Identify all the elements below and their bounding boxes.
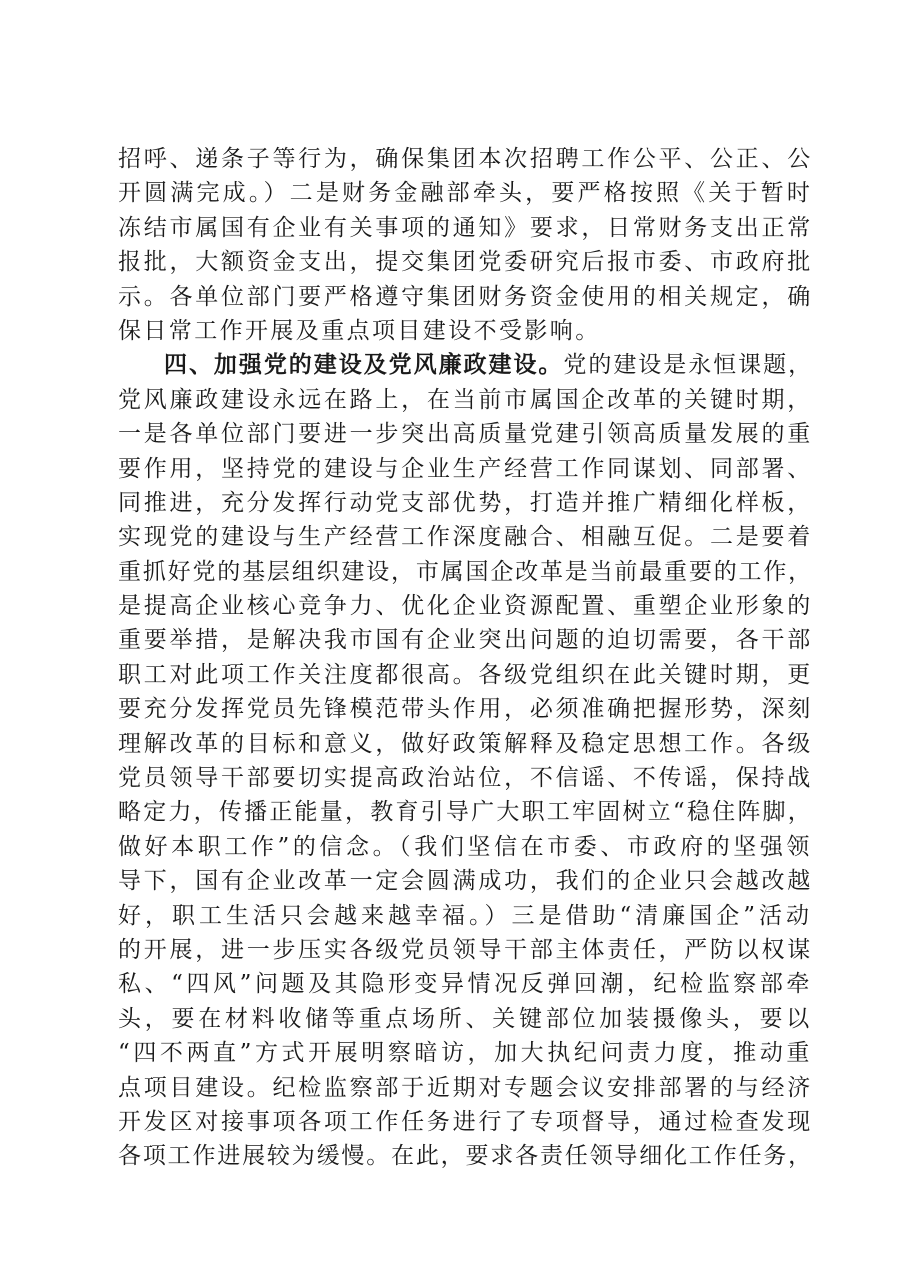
text-line: 党风廉政建设永远在路上，在当前市属国企改革的关键时期， [118,386,814,413]
text-line: 重要举措，是解决我市国有企业突出问题的迫切需要，各干部 [118,627,814,654]
text-line: 报批，大额资金支出，提交集团党委研究后报市委、市政府批 [118,249,814,276]
text-line: 做好本职工作”的信念。（我们坚信在市委、市政府的坚强领 [118,833,813,860]
text-line: 导下，国有企业改革一定会圆满成功，我们的企业只会越改越 [118,868,814,895]
text-line: 示。各单位部门要严格遵守集团财务资金使用的相关规定，确 [118,283,814,310]
text-line: 要作用，坚持党的建设与企业生产经营工作同谋划、同部署、 [118,455,814,482]
text-line: 开圆满完成。）二是财务金融部牵头，要严格按照《关于暂时 [118,180,814,207]
text-line: 的开展，进一步压实各级党员领导干部主体责任，严防以权谋 [118,936,814,963]
text-line: 好，职工生活只会越来越幸福。）三是借助“清廉国企”活动 [118,902,813,929]
text-line: “四不两直”方式开展明察暗访，加大执纪问责力度，推动重 [118,1040,813,1067]
text-line: 开发区对接事项各项工作任务进行了专项督导，通过检查发现 [118,1108,814,1135]
text-line: 各项工作进展较为缓慢。在此，要求各责任领导细化工作任务， [118,1143,813,1170]
text-line: 冻结市属国有企业有关事项的通知》要求，日常财务支出正常 [118,214,814,241]
text-line: 理解改革的目标和意义，做好政策解释及稳定思想工作。各级 [118,730,814,757]
paragraph-heading-line [118,348,813,382]
text-line: 私、“四风”问题及其隐形变异情况反弹回潮，纪检监察部牵 [118,971,813,998]
text-line: 保日常工作开展及重点项目建设不受影响。 [118,317,601,344]
text-line: 要充分发挥党员先锋模范带头作用，必须准确把握形势，深刻 [118,696,814,723]
text-segment: 党的建设是永恒课题， [563,352,814,379]
text-line: 头，要在材料收储等重点场所、关键部位加装摄像头，要以 [118,1005,814,1032]
text-line: 职工对此项工作关注度都很高。各级党组织在此关键时期，更 [118,661,814,688]
text-line: 点项目建设。纪检监察部于近期对专题会议安排部署的与经济 [118,1074,814,1101]
text-line: 是提高企业核心竞争力、优化企业资源配置、重塑企业形象的 [118,593,814,620]
body-text [118,142,813,1174]
text-line: 党员领导干部要切实提高政治站位，不信谣、不传谣，保持战 [118,765,814,792]
text-line: 重抓好党的基层组织建设，市属国企改革是当前最重要的工作， [118,558,813,585]
text-line: 一是各单位部门要进一步突出高质量党建引领高质量发展的重 [118,421,814,448]
text-line: 实现党的建设与生产经营工作深度融合、相融互促。二是要着 [118,524,814,551]
section-heading: 四、加强党的建设及党风廉政建设。 [164,351,564,379]
text-line: 招呼、递条子等行为，确保集团本次招聘工作公平、公正、公 [118,146,814,172]
text-line: 同推进，充分发挥行动党支部优势，打造并推广精细化样板， [118,489,814,516]
text-line: 略定力，传播正能量，教育引导广大职工牢固树立“稳住阵脚， [118,799,814,826]
